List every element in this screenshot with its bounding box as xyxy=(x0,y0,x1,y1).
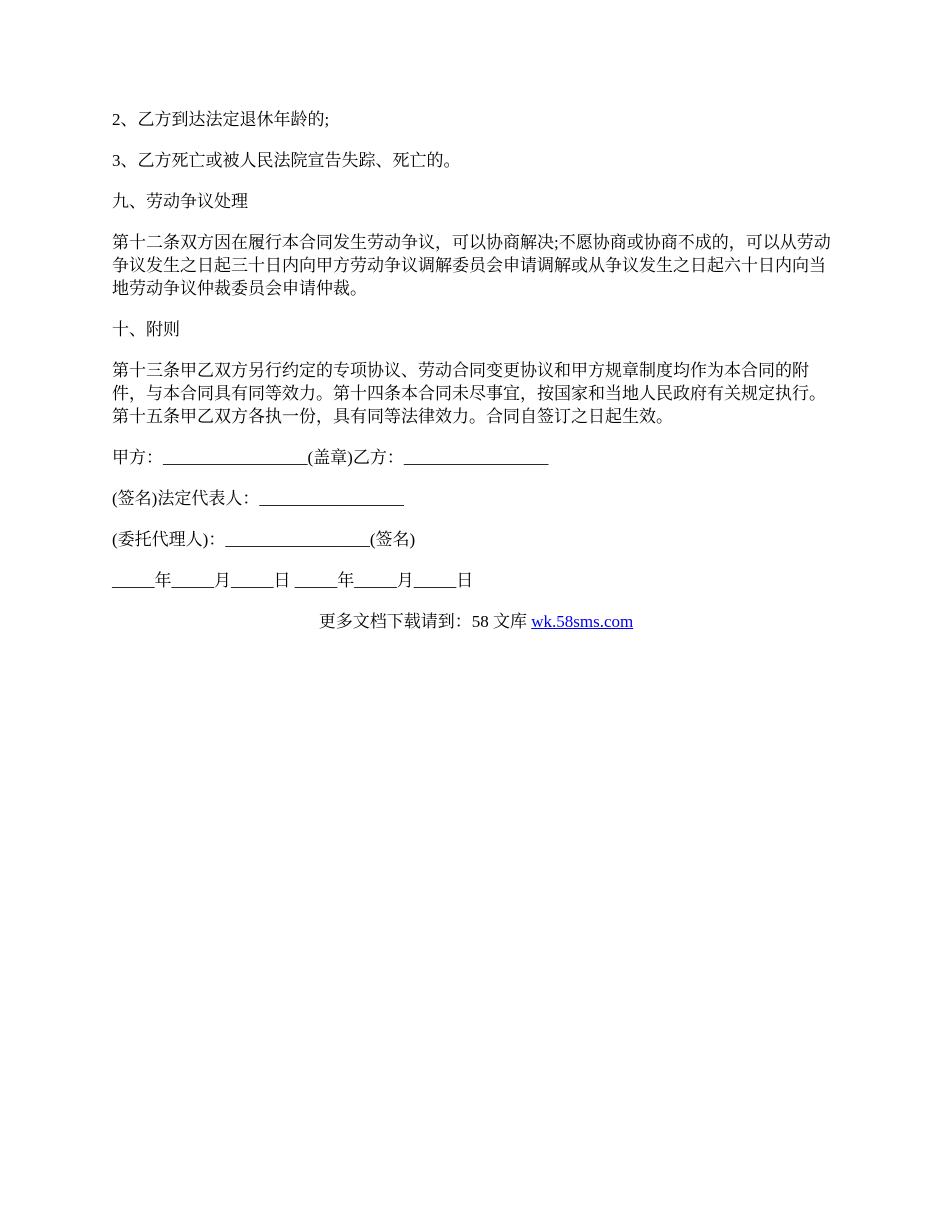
clause-retirement: 2、乙方到达法定退休年龄的; xyxy=(112,110,330,129)
footer-link[interactable]: wk.58sms.com xyxy=(531,612,634,631)
signature-party-line: 甲方：_________________(盖章)乙方：_________________ xyxy=(112,448,549,467)
articles-thirteen-fifteen: 第十三条甲乙双方另行约定的专项协议、劳动合同变更协议和甲方规章制度均作为本合同的附件，与本合同具有同等效力。第十四条本合同未尽事宜，按国家和当地人民政府有关规定执行。第十五条甲乙双方各执一份，具有同等法律效力。合同自签订之日起生效。 xyxy=(112,361,826,426)
footer-prefix: 更多文档下载请到：58 文库 xyxy=(318,612,532,631)
section-heading-dispute: 九、劳动争议处理 xyxy=(112,192,248,211)
date-line: _____年_____月_____日 _____年_____月_____日 xyxy=(112,571,474,590)
clause-death: 3、乙方死亡或被人民法院宣告失踪、死亡的。 xyxy=(112,151,461,170)
download-footer xyxy=(112,610,840,633)
legal-representative-line: (签名)法定代表人：_________________ xyxy=(112,489,404,508)
article-twelve: 第十二条双方因在履行本合同发生劳动争议，可以协商解决;不愿协商或协商不成的，可以从劳动争议发生之日起三十日内向甲方劳动争议调解委员会申请调解或从争议发生之日起六十日内向当地劳动争议仲裁委员会申请仲裁。 xyxy=(112,233,831,298)
section-heading-supplementary: 十、附则 xyxy=(112,320,180,339)
authorized-agent-line: (委托代理人)：_________________(签名) xyxy=(112,530,416,549)
document-page xyxy=(112,108,840,633)
